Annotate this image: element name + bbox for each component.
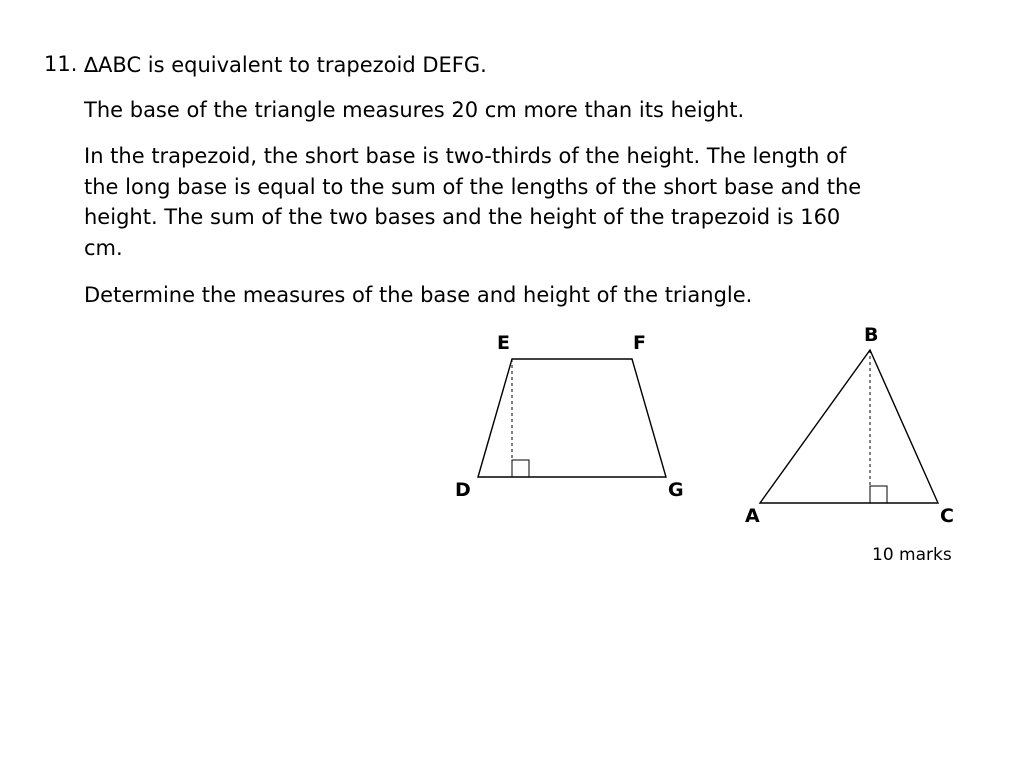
vertex-label-c: C [940,505,954,527]
vertex-label-f: F [633,332,646,354]
trapezoid-outline [478,359,666,477]
vertex-label-a: A [745,505,760,527]
triangle-abc [760,350,938,503]
triangle-right-angle-marker [870,486,887,503]
triangle-outline [760,350,938,503]
trapezoid-conditions: In the trapezoid, the short base is two-thirds of the height. The length of the long base is equal to the sum of the lengths of the short base and the height. The sum of the two bases and the height of the trapezoid is 160 cm. [84,144,862,260]
question-number: 11. [44,52,78,76]
triangle-condition: The base of the triangle measures 20 cm more than its height. [84,98,745,122]
vertex-label-g: G [668,479,684,501]
question-task: Determine the measures of the base and height of the triangle. [84,283,753,307]
vertex-label-b: B [864,324,879,346]
vertex-label-e: E [497,332,510,354]
question-statement: ∆ABC is equivalent to trapezoid DEFG. [84,53,487,77]
trapezoid-right-angle-marker [512,460,529,477]
trapezoid-defg [478,359,666,477]
vertex-label-d: D [455,479,471,501]
marks-value: 10 marks [872,545,952,565]
